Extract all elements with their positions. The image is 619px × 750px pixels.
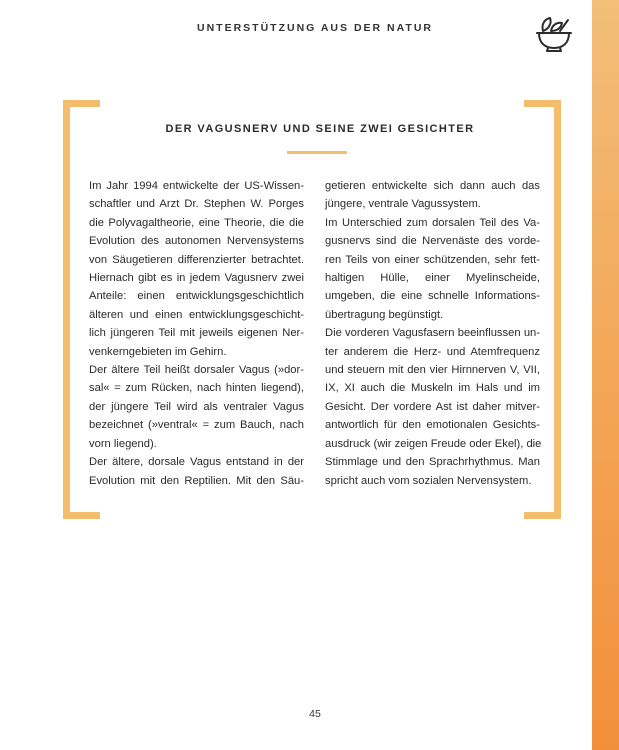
text-line: ren Teils von einer schützenden, sehr fett- xyxy=(325,253,540,266)
text-line: Evolution des autonomen Nervensystems xyxy=(89,235,304,248)
text-line: ausdruck (wir zeigen Freude oder Ekel), die xyxy=(325,437,542,450)
text-line: getieren entwickelte sich dann auch das xyxy=(325,180,540,192)
text-line: und steuern mit den vier Hirnnerven V, VII, xyxy=(325,364,540,377)
running-head: UNTERSTÜTZUNG AUS DER NATUR xyxy=(197,22,433,34)
text-line: die Polyvagaltheorie, eine Theorie, die die xyxy=(89,216,304,229)
text-line: Anteile: einen entwicklungsgeschichtlich xyxy=(89,290,304,303)
orange-side-bar xyxy=(592,0,619,750)
text-line: übertragung begünstigt. xyxy=(325,308,444,321)
text-line: spricht auch vom sozialen Nervensystem. xyxy=(325,474,532,487)
left-text-column xyxy=(89,177,304,490)
text-line: haltigen Hülle, einer Myelinscheide, xyxy=(325,272,540,285)
text-line: bezeichnet (»ventral« = zum Bauch, nach xyxy=(89,419,304,432)
text-line: jüngere, ventrale Vagussystem. xyxy=(325,198,481,211)
text-line: IX, XI auch die Muskeln im Hals und im xyxy=(325,382,540,395)
text-line: Im Unterschied zum dorsalen Teil des Va- xyxy=(325,216,540,229)
text-line: der jüngere Teil wird als ventraler Vagus xyxy=(89,400,304,413)
text-line: Der ältere, dorsale Vagus entstand in der xyxy=(89,456,304,469)
text-line: Im Jahr 1994 entwickelte der US-Wissen- xyxy=(89,180,304,192)
text-line: älteren und einen entwicklungsgeschicht- xyxy=(89,308,304,321)
title-underline xyxy=(287,151,347,154)
box-title: DER VAGUSNERV UND SEINE ZWEI GESICHTER xyxy=(165,123,475,135)
text-line: vorn liegend). xyxy=(89,437,157,450)
text-line: antwortlich für den emotionalen Gesichts- xyxy=(325,419,540,432)
text-line: ter anderem die Herz- und Atemfrequenz xyxy=(325,345,540,358)
text-line: venkerngebieten im Gehirn. xyxy=(89,345,227,358)
mortar-and-pestle-icon xyxy=(533,14,575,52)
text-line: von Säugetieren differenzierter betrachtet. xyxy=(89,253,304,266)
text-line: lich jüngeren Teil mit jeweils eigenen Ner- xyxy=(89,327,304,340)
text-line: Die vorderen Vagusfasern beeinflussen un- xyxy=(325,327,540,340)
text-line: Gesicht. Der vordere Ast ist daher mitver- xyxy=(325,400,540,413)
text-line: Hiernach gibt es in jedem Vagusnerv zwei xyxy=(89,272,304,285)
text-line: umgeben, die eine schnelle Informations- xyxy=(325,290,540,303)
text-line: gusnervs sind die Nervenäste des vorde- xyxy=(325,235,540,248)
right-text-column xyxy=(325,177,540,490)
text-line: Der ältere Teil heißt dorsaler Vagus (»dor- xyxy=(89,364,304,377)
text-line: sal« = zum Rücken, nach hinten liegend), xyxy=(89,382,304,395)
text-line: Evolution mit den Reptilien. Mit den Säu- xyxy=(89,474,304,487)
text-line: schaftler und Arzt Dr. Stephen W. Porges xyxy=(89,198,304,211)
text-line: Stimmlage und den Sprachrhythmus. Man xyxy=(325,456,540,469)
page-number: 45 xyxy=(309,708,321,720)
